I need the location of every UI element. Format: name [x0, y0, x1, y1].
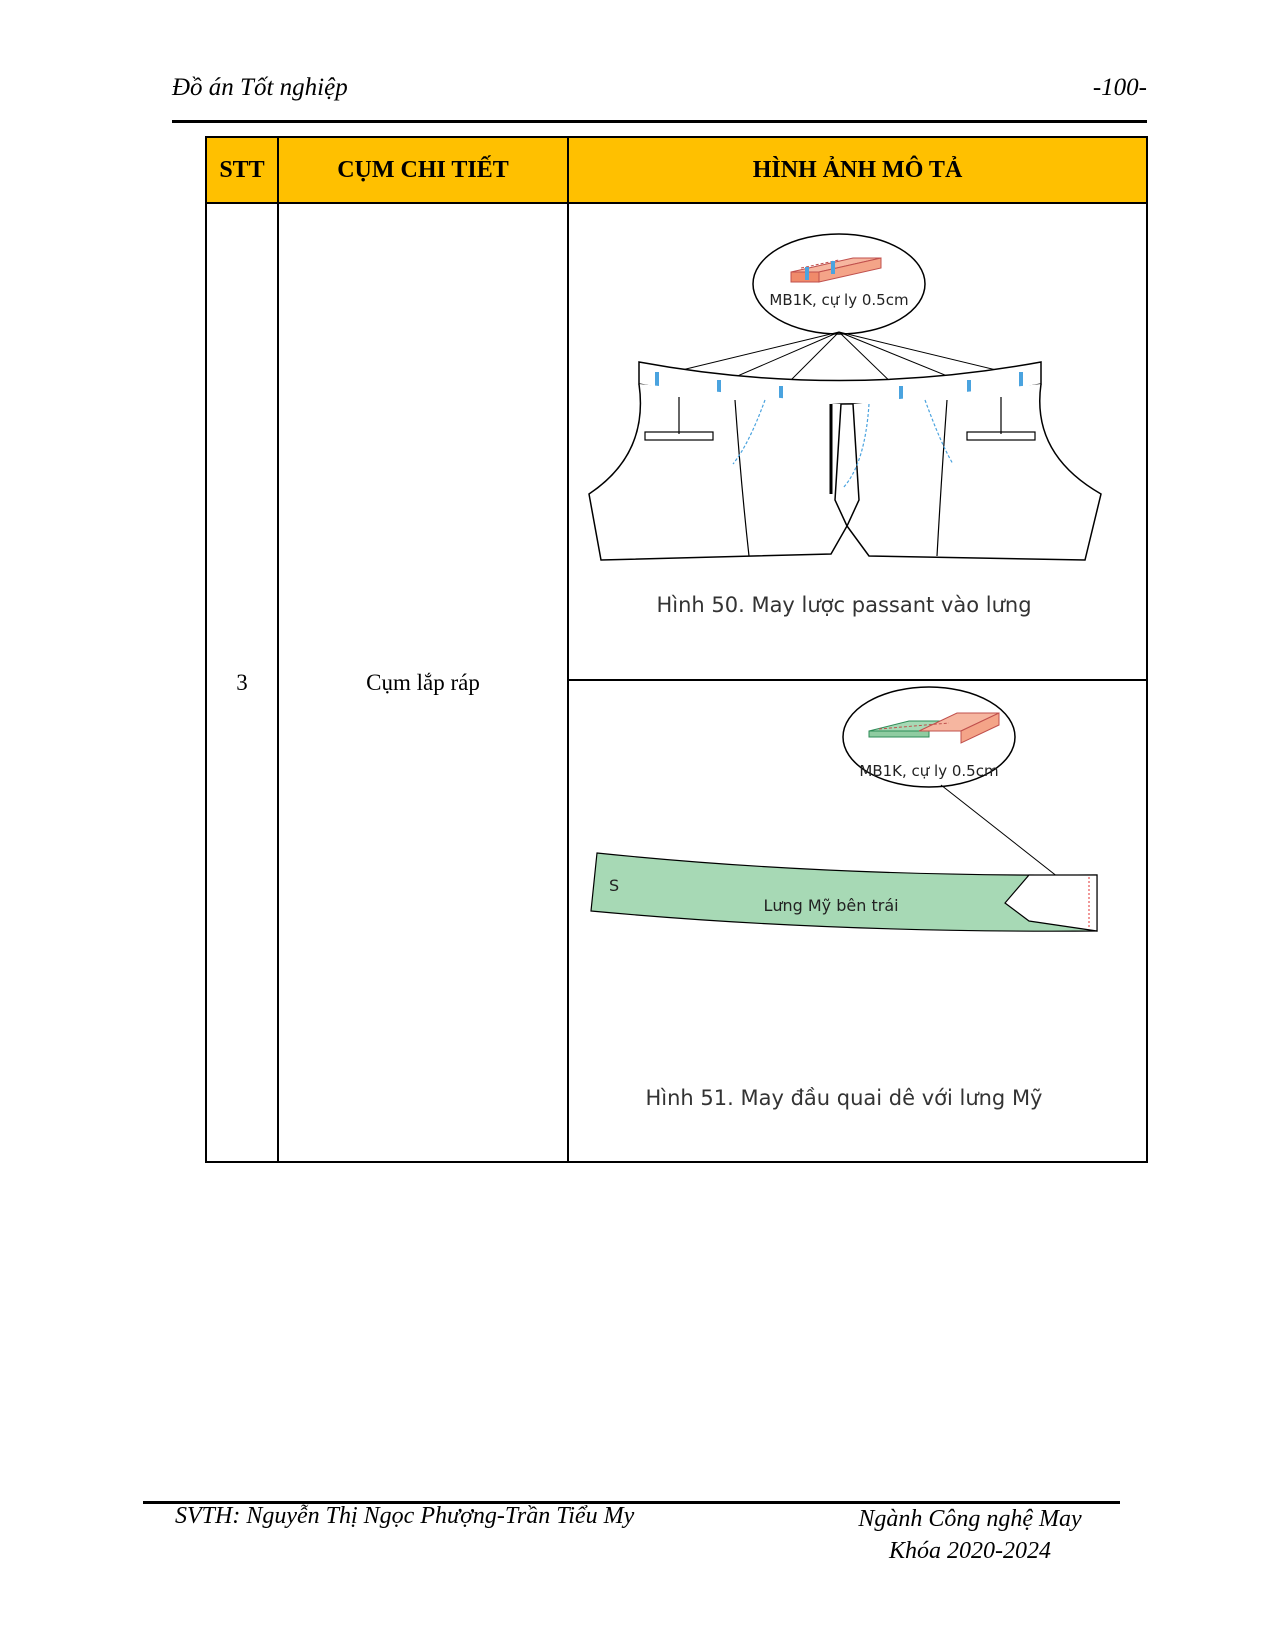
pants-front-illustration — [569, 204, 1120, 674]
right-leg-panel — [847, 384, 1101, 560]
footer-program — [820, 1503, 1120, 1567]
row-cum-chi-tiet: Cụm lắp ráp — [278, 203, 568, 1162]
callout-ellipse — [753, 234, 925, 334]
waistband-illustration — [569, 681, 1120, 1157]
footer-authors: SVTH: Nguyễn Thị Ngọc Phượng-Trần Tiểu My — [175, 1503, 635, 1529]
column-header-hinh-anh: HÌNH ẢNH MÔ TẢ — [568, 137, 1147, 203]
figure-51-cell — [568, 680, 1147, 1162]
callout-label-fig50: MB1K, cự ly 0.5cm — [769, 291, 909, 310]
figure-50-caption: Hình 50. May lược passant vào lưng — [656, 593, 1032, 618]
footer-cohort: Khóa 2020-2024 — [889, 1538, 1051, 1564]
table-header-row — [206, 137, 1147, 203]
piece-marker: S — [609, 875, 620, 895]
figure-51-caption: Hình 51. May đầu quai dê với lưng Mỹ — [645, 1085, 1043, 1110]
left-leg-panel — [589, 384, 847, 560]
footer-major: Ngành Công nghệ May — [858, 1506, 1082, 1532]
column-header-cum-chi-tiet: CỤM CHI TIẾT — [278, 137, 568, 203]
page-number: -100- — [1092, 74, 1147, 101]
figure-50-cell — [568, 203, 1147, 679]
header-divider — [172, 120, 1147, 123]
piece-label: Lưng Mỹ bên trái — [763, 895, 899, 915]
row-stt: 3 — [206, 203, 278, 1162]
table-row — [206, 203, 1147, 679]
procedure-table — [205, 136, 1148, 1163]
document-title: Đồ án Tốt nghiệp — [172, 74, 348, 101]
column-header-stt: STT — [206, 137, 278, 203]
callout-label-fig51: MB1K, cự ly 0.5cm — [859, 761, 999, 780]
